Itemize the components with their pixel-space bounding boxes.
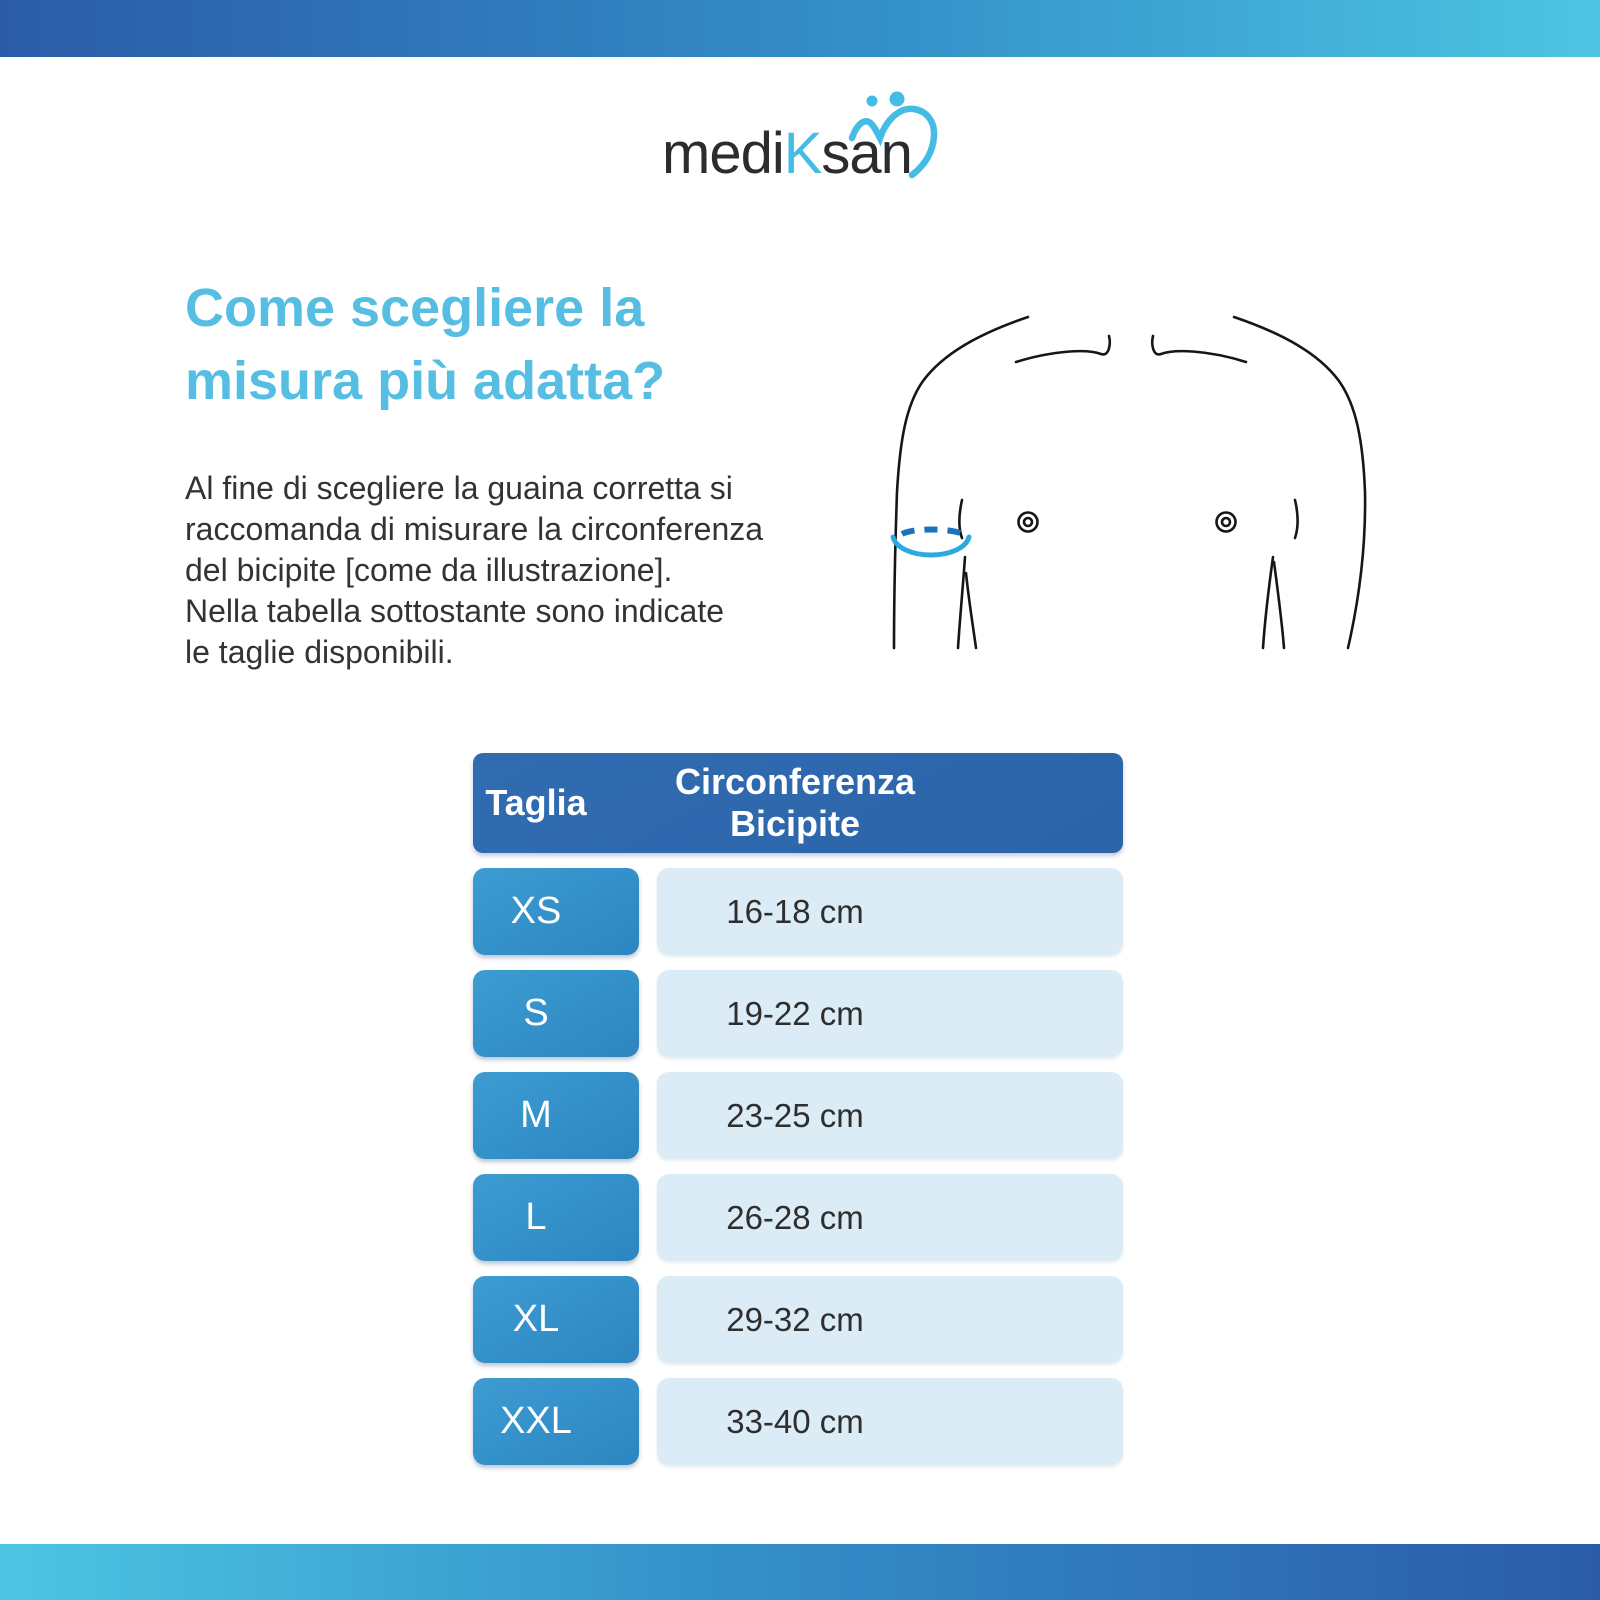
intro-line: Nella tabella sottostante sono indicate <box>185 593 725 629</box>
table-row <box>473 970 1123 1057</box>
table-row <box>473 1276 1123 1363</box>
left-clavicle-line <box>1016 336 1110 362</box>
size-cell: L <box>473 1174 639 1261</box>
size-cell: XL <box>473 1276 639 1363</box>
size-cell: XXL <box>473 1378 639 1465</box>
size-table <box>473 753 1123 1465</box>
table-row <box>473 1072 1123 1159</box>
right-arm-outline <box>1234 317 1365 648</box>
logo-person-head-large <box>890 92 905 107</box>
page-title <box>185 272 665 418</box>
intro-line: le taglie disponibili. <box>185 634 454 670</box>
intro-line: Al fine di scegliere la guaina corretta si <box>185 470 733 506</box>
circumference-cell: 26-28 cm <box>657 1174 1123 1261</box>
circumference-cell: 23-25 cm <box>657 1072 1123 1159</box>
logo-text-k: K <box>783 121 822 186</box>
left-nipple-outer <box>1019 513 1038 532</box>
left-inner-arm-line <box>958 557 965 648</box>
circumference-cell: 33-40 cm <box>657 1378 1123 1465</box>
header-circumference-label: Circonferenza Bicipite <box>674 761 916 844</box>
size-table-header <box>473 753 1123 853</box>
logo-text-medi: medi <box>662 121 784 186</box>
circumference-cell: 16-18 cm <box>657 868 1123 955</box>
bottom-gradient-bar <box>0 1544 1600 1600</box>
top-gradient-bar <box>0 0 1600 57</box>
logo-text-san: san <box>821 121 912 186</box>
size-cell: XS <box>473 868 639 955</box>
intro-paragraph <box>185 468 763 673</box>
right-clavicle-line <box>1152 336 1246 362</box>
right-bicep-line <box>1274 562 1284 648</box>
logo-person-head-small <box>867 96 878 107</box>
measure-band-dashed-line <box>902 530 963 535</box>
table-row <box>473 1378 1123 1465</box>
logo-heart-icon <box>845 90 945 185</box>
right-armpit-crease <box>1295 500 1298 538</box>
size-cell: M <box>473 1072 639 1159</box>
circumference-cell: 29-32 cm <box>657 1276 1123 1363</box>
circumference-cell: 19-22 cm <box>657 970 1123 1057</box>
size-cell: S <box>473 970 639 1057</box>
intro-line: raccomanda di misurare la circonferenza <box>185 511 764 547</box>
intro-line: del bicipite [come da illustrazione]. <box>185 552 673 588</box>
page-title-line1: Come scegliere la <box>185 278 645 338</box>
logo-heart-swoosh <box>852 109 934 175</box>
torso-illustration <box>850 270 1450 670</box>
header-size-label: Taglia <box>485 782 587 823</box>
left-nipple-inner <box>1024 518 1032 526</box>
table-row <box>473 1174 1123 1261</box>
page-title-line2: misura più adatta? <box>185 351 666 411</box>
right-nipple-outer <box>1217 513 1236 532</box>
measure-band-solid-line <box>893 537 969 555</box>
left-bicep-line <box>966 573 976 648</box>
table-row <box>473 868 1123 955</box>
right-nipple-inner <box>1222 518 1230 526</box>
right-inner-arm-line <box>1263 557 1273 648</box>
